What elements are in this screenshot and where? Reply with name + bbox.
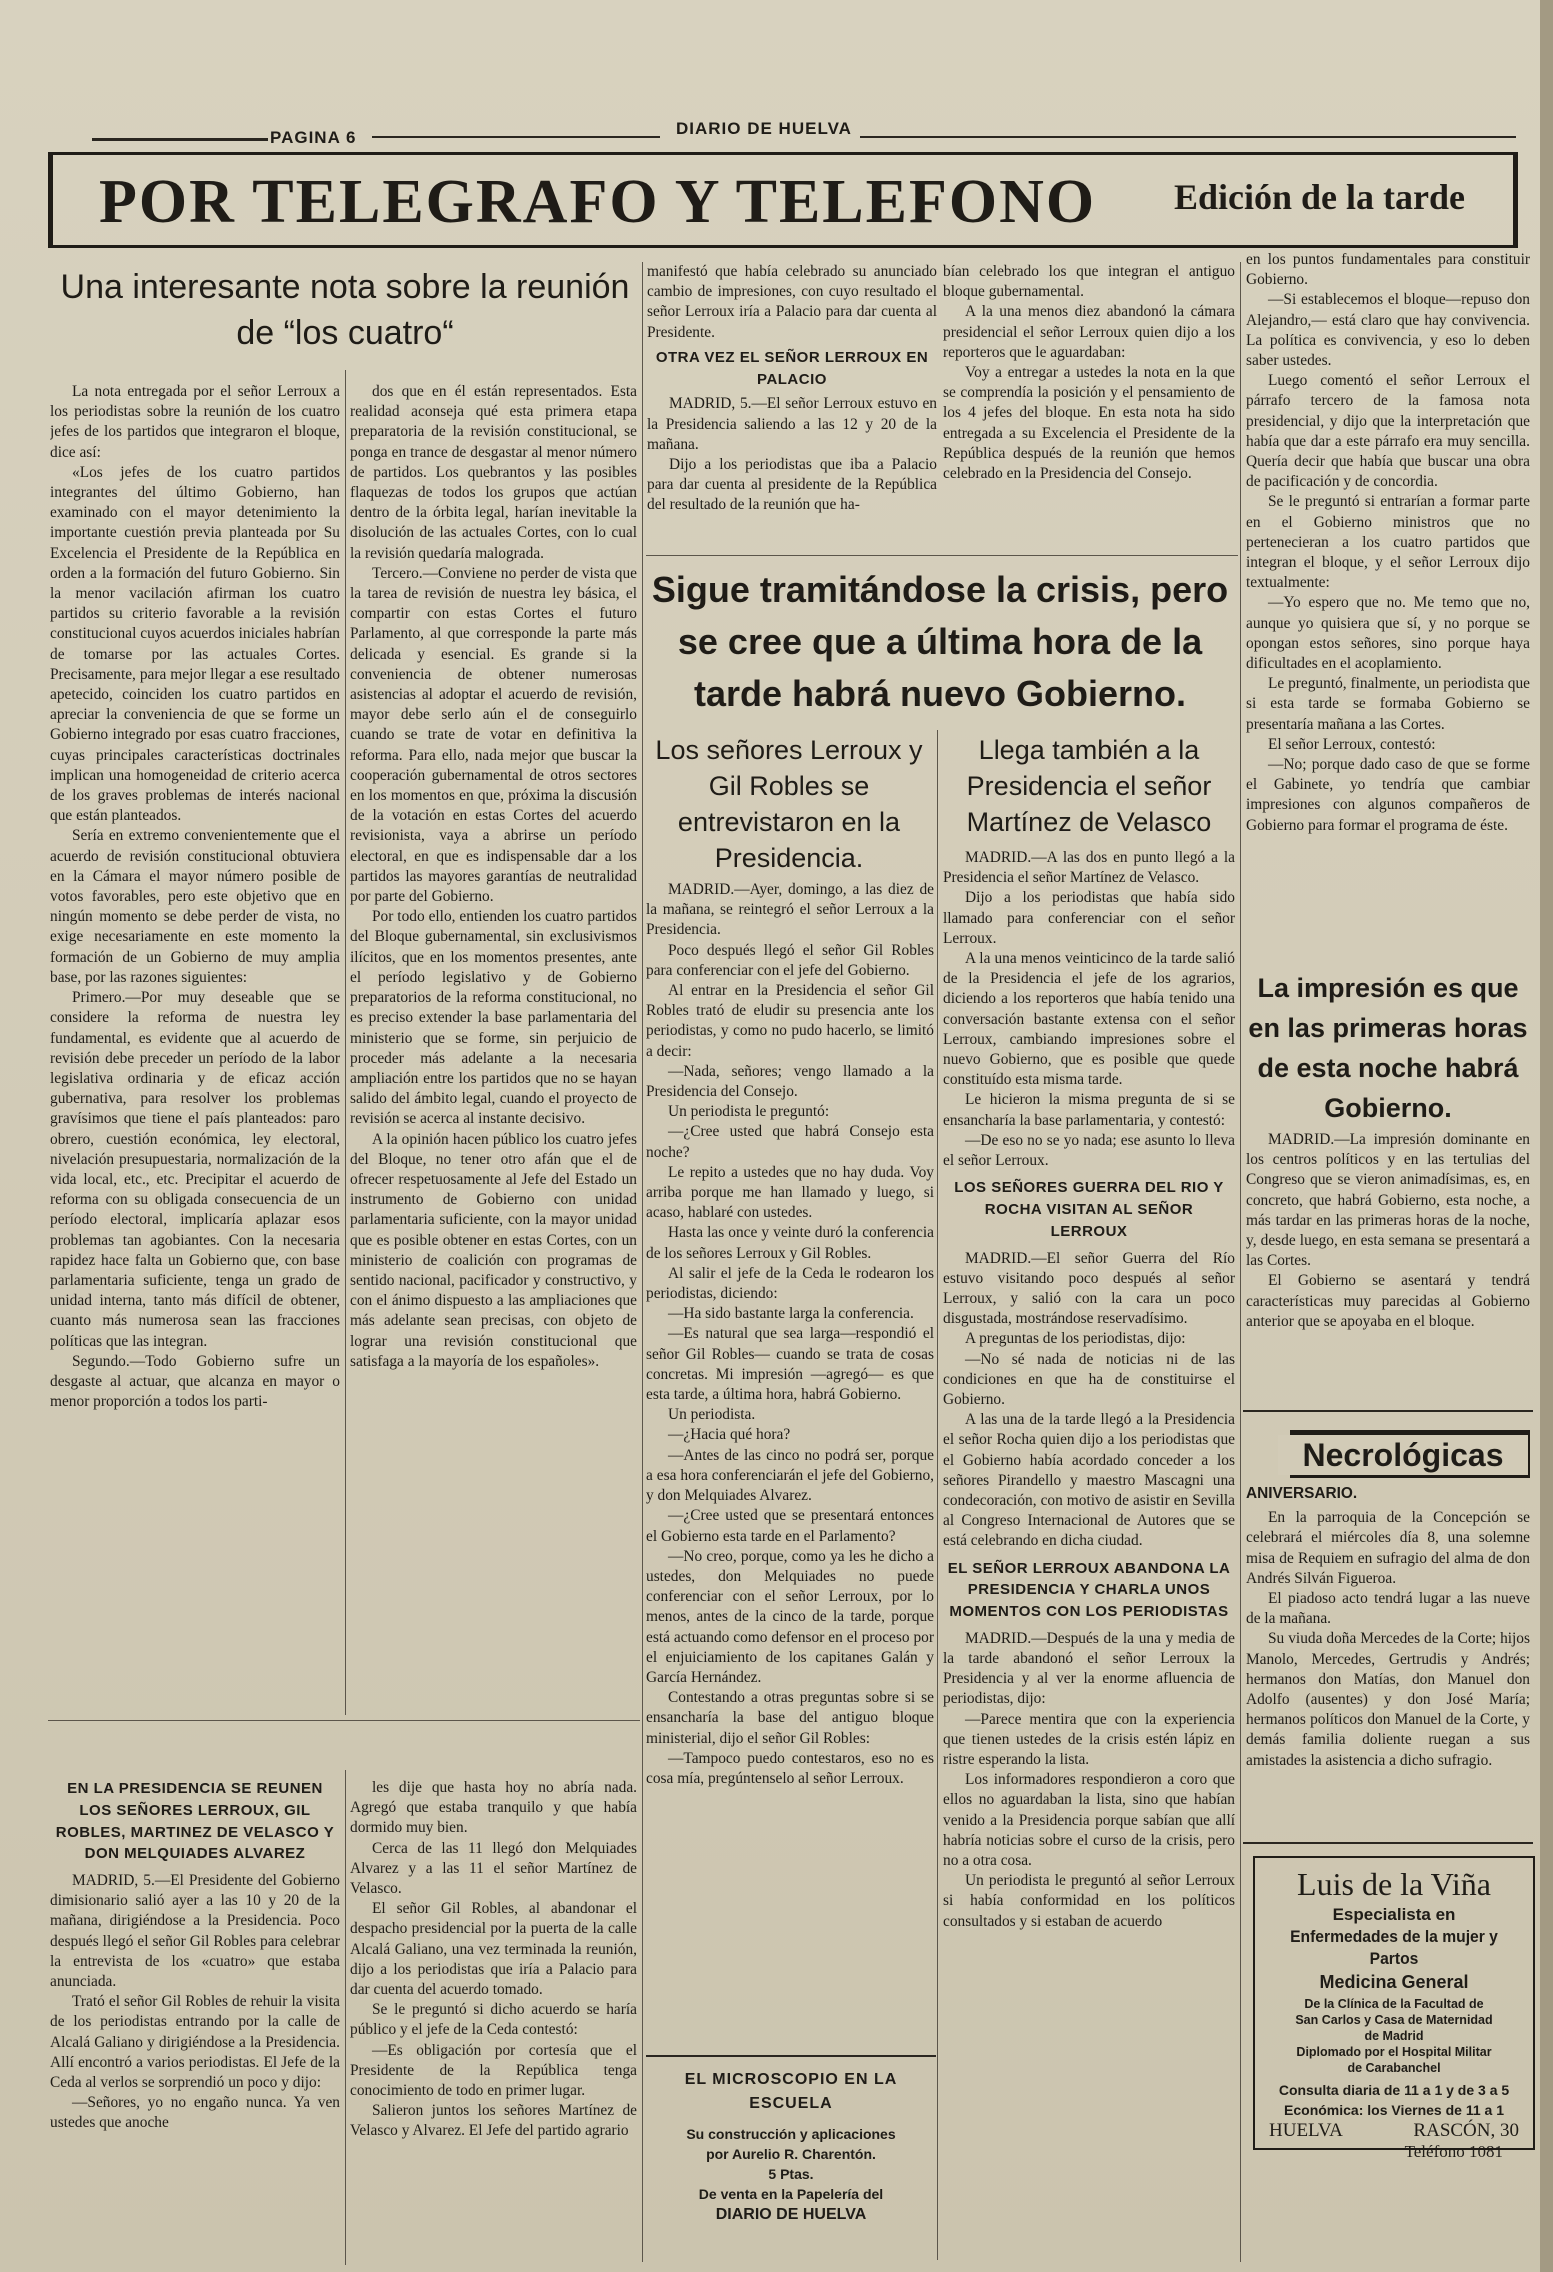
section-divider [1243, 1842, 1533, 1844]
subheading-reunion: EN LA PRESIDENCIA SE REUNEN LOS SEÑORES LERROUX, GIL ROBLES, MARTINEZ DE VELASCO Y DON MELQUIADES ALVAREZ [55, 1780, 335, 1863]
paragraph: A la opinión hacen público los cuatro jefes del Bloque, no tener otro afán que el de ofrecer respetuosamente al Jefe del Estado un instrumento de Gobierno con unidad parlamentaria suficiente, con la mayor unidad que es posible obtener en estas Cortes, con un ministerio de coalición con programas de sentido nacional, pacificador y constructivo, y con el ánimo dispuesto a las ampliaciones que más adelante sean precisas, con objeto de lograr una revisión constitucional que satisfaga a la mayoría de los españoles». [350, 1130, 637, 1370]
ad-line: Especialista en [1332, 1905, 1456, 1924]
paragraph: Le repito a ustedes que no hay duda. Voy arriba porque me han llamado y luego, si acaso, hablaré con ustedes. [646, 1163, 934, 1222]
header-rule-mid [372, 136, 660, 138]
ad-street: RASCÓN, 30 [1413, 2120, 1519, 2141]
paragraph: Voy a entregar a ustedes la nota en la que se comprendía la posición y el pensamiento de los 4 jefes del bloque. En esta nota ha sido entregada a su Excelencia el Presidente de la República después de la reunión que hemos celebrado en la Presidencia del Consejo. [943, 364, 1235, 483]
article-nota-col1 [50, 382, 340, 1702]
paragraph: Tercero.—Conviene no perder de vista que la tarea de revisión de nuestra ley básica, el compartir con estas Cortes el futuro Parlamento, al que corresponde la parte más delicada y esencial. Es grande si la conveniencia de obtener numerosas asistencias al adoptar el acuerdo de revisión, mayor debe serlo aún el de conseguirlo cuando se trate de votar en definitiva la reforma. Para ello, nada mejor que buscar la cooperación gubernamental de otros sectores en los momentos en que, próxima la discusión de la votación en estas Cortes del acuerdo revisionista, vaya a abrirse un período electoral, en que es indispensable dar a los partidos las mayores garantías de neutralidad por parte del Gobierno. [350, 564, 637, 906]
paragraph: Le preguntó, finalmente, un periodista que si esta tarde se formaba Gobierno se presentaría mañana a las Cortes. [1246, 675, 1530, 733]
headline-martinez-velasco: Llega también a la Presidencia el señor Martínez de Velasco [966, 735, 1212, 837]
paragraph: Un periodista. [668, 1406, 756, 1424]
ad-phone: Teléfono 1081 [1404, 2142, 1503, 2161]
article-martinez-velasco [943, 848, 1235, 2260]
paragraph: MADRID.—A las dos en punto llegó a la Presidencia el señor Martínez de Velasco. [943, 849, 1235, 887]
doctor-advertisement [1253, 1856, 1535, 2161]
article-lerroux-declaraciones [1246, 250, 1530, 950]
paragraph: Poco después llegó el señor Gil Robles para conferenciar con el jefe del Gobierno. [646, 941, 934, 979]
paragraph: —¿Cree usted que se presentará entonces el Gobierno esta tarde en el Parlamento? [646, 1507, 934, 1545]
paragraph: —Tampoco puedo contestaros, eso no es cosa mía, pregúntenselo al señor Lerroux. [646, 1749, 934, 1787]
paragraph: Hasta las once y veinte duró la conferencia de los señores Lerroux y Gil Robles. [646, 1224, 934, 1262]
paragraph: en los puntos fundamentales para constituir Gobierno. [1246, 251, 1530, 289]
paragraph: En la parroquia de la Concepción se celebrará el miércoles día 8, una solemne misa de Requiem en sufragio del alma de don Andrés Silván Figueroa. [1246, 1509, 1530, 1587]
paragraph: A la una menos veinticinco de la tarde salió de la Presidencia el jefe de los agrarios, diciendo a los reporteros que había tenido una conversación bastante extensa con el señor Lerroux, cambiando impresiones sobre el nuevo Gobierno, que es posible que quede constituído esta misma tarde. [943, 950, 1235, 1089]
paragraph: MADRID, 5.—El Presidente del Gobierno dimisionario salió ayer a las 10 y 20 de la mañana, dirigiéndose a la Presidencia. Poco después llegó el señor Gil Robles para celebrar la entrevista de los «cuatro» que estaba anunciada. [50, 1872, 340, 1991]
header-rule-left [92, 138, 268, 141]
ad-line: Medicina General [1319, 1972, 1469, 1992]
article-palacio-cont [943, 262, 1235, 552]
paragraph: Cerca de las 11 llegó don Melquiades Alvarez y a las 11 el señor Martínez de Velasco. [350, 1839, 637, 1898]
headline-impresion: La impresión es que en las primeras horas de esta noche habrá Gobierno. [1248, 973, 1528, 1123]
paragraph: manifestó que había celebrado su anunciado cambio de impresiones, con cuyo resultado el señor Lerroux iría a Palacio para dar cuenta al Presidente. [647, 263, 937, 341]
book-notice [646, 2068, 936, 2258]
paragraph: les dije que hasta hoy no abría nada. Agregó que estaba tranquilo y que había dormido muy bien. [350, 1779, 637, 1837]
paragraph: Segundo.—Todo Gobierno sufre un desgaste al actuar, que alcanza en mayor o menor proporción a todos los parti- [50, 1352, 340, 1411]
necrology-title: Necrológicas [1278, 1435, 1528, 1475]
necrology-subheading: ANIVERSARIO. [1246, 1485, 1358, 1502]
paragraph: —Yo espero que no. Me temo que no, aunque yo quisiera que sí, y no porque se opongan estos señores, sino porque haya dificultades en el acoplamiento. [1246, 594, 1530, 673]
paragraph: Sería en extremo convenientemente que el acuerdo de revisión constitucional obtuviera en la Cámara el mayor número posible de votos favorables, pero este objetivo que en ningún momento se debe perder de vista, no exige necesariamente en este momento la formación de un Gobierno de muy amplia base, por las razones siguientes: [50, 827, 340, 986]
page-label: PAGINA 6 [270, 128, 357, 147]
ad-line: De la Clínica de la Facultad de [1304, 1997, 1484, 2011]
paragraph: —Es obligación por cortesía que el Presidente de la República tenga conocimiento de todo en primer lugar. [350, 2041, 637, 2100]
paragraph: Los informadores respondieron a coro que ellos no aguardaban la lista, sino que habían venido a la Presidencia porque sabían que allí habría noticias sobre el curso de la crisis, pero no a otra cosa. [943, 1771, 1235, 1870]
paragraph: Luego comentó el señor Lerroux el párrafo tercero de la famosa nota presidencial, y dijo que la interpretación que había que dar a este párrafo era muy sencilla. Quería decir que había que buscar una obra de pacificación y de concordia. [1246, 372, 1530, 491]
paragraph: Trató el señor Gil Robles de rehuir la visita de los periodistas entrando por la calle de Alcalá Galiano y dirigiéndose a la Presidencia. Allí encontró a varios periodistas. El Jefe de la Ceda al verlos se sorprendió un poco y dijo: [50, 1993, 340, 2092]
paragraph: —De eso no se yo nada; ese asunto lo lleva el señor Lerroux. [943, 1131, 1235, 1170]
page-edge [1540, 0, 1553, 2272]
ad-line: de Carabanchel [1347, 2061, 1441, 2075]
section-title: POR TELEGRAFO Y TELEFONO [99, 168, 1097, 236]
paragraph: —Nada, señores; vengo llamado a la Presidencia del Consejo. [646, 1062, 934, 1101]
header-rule-right [860, 136, 1516, 138]
paragraph: La nota entregada por el señor Lerroux a los periodistas sobre la reunión de los cuatro jefes de los partidos que integraron el bloque, dice así: [50, 383, 340, 461]
paragraph: —¿Hacia qué hora? [668, 1426, 791, 1444]
paragraph: Su viuda doña Mercedes de la Corte; hijos Manolo, Mercedes, Gertrudis y Andrés; hermanos don Matías, don Manuel don Adolfo (ausentes) y don José María; hermanos políticos don Manuel de la Corte, y demás familia doliente ruegan a sus amistades la asistencia a dicho sufragio. [1246, 1630, 1530, 1769]
paragraph: El señor Gil Robles, al abandonar el despacho presidencial por la puerta de la calle Alcalá Galiano, una vez terminada la reunión, dijo a los periodistas que iría a Palacio para dar cuenta del acuerdo tomado. [350, 1900, 637, 1999]
paragraph: —Es natural que sea larga—respondió el señor Gil Robles— cuando se trata de cosas concretas. Mi impresión —agregó— es que esta tarde, a última hora, habrá Gobierno. [646, 1325, 934, 1404]
subheading-palacio: OTRA VEZ EL SEÑOR LERROUX EN PALACIO [655, 348, 929, 388]
ad-line: de Madrid [1364, 2029, 1424, 2043]
section-masthead [48, 152, 1518, 248]
paragraph: Salieron juntos los señores Martínez de Velasco y Alvarez. El Jefe del partido agrario [350, 2102, 637, 2140]
ad-hours: Económica: los Viernes de 11 a 1 [1284, 2102, 1504, 2118]
paragraph: —No; porque dado caso de que se forme el Gabinete, yo tendría que cambiar impresiones con algunos compañeros de Gobierno para formar el programa de éste. [1246, 756, 1530, 834]
article-palacio [647, 262, 937, 552]
paper-name: DIARIO DE HUELVA [676, 119, 852, 138]
paragraph: —Señores, yo no engaño nunca. Ya ven ustedes que anoche [50, 2094, 340, 2132]
subheading-guerra-rocha: LOS SEÑORES GUERRA DEL RIO Y ROCHA VISITAN AL SEÑOR LERROUX [954, 1179, 1224, 1240]
paragraph: El Gobierno se asentará y tendrá características muy parecidas al Gobierno anterior que se apoyaba en el bloque. [1246, 1272, 1530, 1330]
paragraph: «Los jefes de los cuatro partidos integrantes del último Gobierno, han examinado con el mayor detenimiento la importante cuestión previa planteada por Su Excelencia el Presidente de la República en orden a la formación del futuro Gobierno. Sin la menor vacilación afirman los cuatro partidos su criterio favorable a la revisión constitucional cuyos acuerdos iniciales habrían de tomarse por las actuales Cortes. Precisamente, para mejor llegar a ese resultado apetecido, coinciden los cuatro partidos en apreciar la conveniencia de que se forme un Gobierno integrado por esas cuatro fracciones, cuyas principales características doctrinales implican una homogeneidad de criterio acerca de los graves problemas de interés nacional que están planteados. [50, 463, 340, 825]
paragraph: Por todo ello, entienden los cuatro partidos del Bloque gubernamental, sin exclusivismos ilícitos, que en los momentos presentes, ante el período legislativo y de Gobierno preparatorios de la reforma constitucional, no es preciso extender la base parlamentaria del ministerio que se forme, sin perjuicio de proceder más adelante a la necesaria ampliación entre los partidos que no se hayan salido del ámbito legal, cuando el proyecto de revisión se acerca al instante decisivo. [350, 908, 637, 1128]
notice-title: EL MICROSCOPIO EN LA ESCUELA [684, 2071, 898, 2112]
paragraph: Contestando a otras preguntas sobre si se ensancharía la base del antiguo bloque ministerial, dijo el señor Gil Robles: [646, 1689, 934, 1747]
article-nota-col2 [350, 382, 637, 1702]
section-divider [646, 555, 1238, 556]
headline-nota-cuatro: Una interesante nota sobre la reunión de “los cuatro“ [60, 268, 630, 352]
paragraph: Al salir el jefe de la Ceda le rodearon los periodistas, diciendo: [646, 1264, 934, 1303]
paragraph: Dijo a los periodistas que había sido llamado para conferenciar con el señor Lerroux. [943, 889, 1235, 947]
paragraph: Al entrar en la Presidencia el señor Gil Robles trató de eludir su presencia ante los periodistas, y como no pudo hacerlo, se limitó a decir: [646, 982, 934, 1060]
article-reunion-col1 [50, 1778, 340, 2258]
paragraph: MADRID.—Después de la una y media de la tarde abandonó el señor Lerroux la Presidencia y al ver la enorme afluencia de periodistas, dijo: [943, 1629, 1235, 1708]
column-rule [642, 262, 643, 2262]
ad-name: Luis de la Viña [1297, 1866, 1491, 1902]
paragraph: Un periodista le preguntó al señor Lerroux si había conformidad en los políticos consultados y si estaban de acuerdo [943, 1872, 1235, 1930]
paragraph: A las una de la tarde llegó a la Presidencia el señor Rocha quien dijo a los periodistas que el Gobierno había acordado conceder a los señores Pirandello y maestro Mascagni una condecoración, con motivo de asistir en Sevilla al Congreso Internacional de Autores que se está celebrando en dicha ciudad. [943, 1411, 1235, 1550]
paragraph: Primero.—Por muy deseable que se considere la reforma de nuestra ley fundamental, es evidente que al acuerdo de revisión debe preceder un período de la labor legislativa ordinaria y de eficaz acción gubernativa, para resolver los problemas gravísimos que tiene el país planteados: paro obrero, cuestión económica, ley electoral, nivelación presupuestaria, normalización de la vida local, etc., etc. Precipitar el acuerdo de reforma con su obligada consecuencia de un período electoral, implicaría aplazar esos problemas tan agobiantes. Con la necesaria rapidez hace falta un Gobierno que, con base parlamentaria suficiente, tenga un grado de unidad interna, tanto más difícil de obtener, cuanto más numerosa sean las fracciones políticas que las integran. [50, 989, 340, 1350]
ad-hours: Consulta diaria de 11 a 1 y de 3 a 5 [1278, 2082, 1510, 2098]
headline-lerroux-gil-robles: Los señores Lerroux y Gil Robles se entrevistaron en la Presidencia. [655, 735, 923, 873]
paragraph: El señor Lerroux, contestó: [1268, 735, 1436, 753]
paragraph: —Ha sido bastante larga la conferencia. [668, 1305, 914, 1323]
ad-line: Diplomado por el Hospital Militar [1296, 2045, 1492, 2059]
article-necrologicas [1246, 1484, 1530, 1840]
article-reunion-col2 [350, 1778, 637, 2258]
paragraph: MADRID.—La impresión dominante en los centros políticos y en las tertulias del Congreso que se vieron animadísimas, es, en concreto, que habrá Gobierno, esta noche, a más tardar en las primeras horas de la noche, y, desde luego, en esta semana se presentará a las Cortes. [1246, 1131, 1530, 1270]
paragraph: Se le preguntó si entrarían a formar parte en el Gobierno ministros que no pertenecieran a los cuatro partidos que integran el bloque, y el señor Lerroux dijo textualmente: [1246, 493, 1530, 592]
paragraph: MADRID, 5.—El señor Lerroux estuvo en la Presidencia saliendo a las 12 y 20 de la mañana. [647, 395, 937, 453]
article-lerroux-gil-robles [646, 880, 934, 2050]
column-rule [345, 1770, 346, 2265]
ad-specialty: Enfermedades de la mujer y Partos [1290, 1927, 1498, 1968]
paragraph: —Antes de las cinco no podrá ser, porque a esa hora conferenciarán el jefe del Gobierno, y don Melquiades Alvarez. [646, 1446, 934, 1505]
paragraph: Dijo a los periodistas que iba a Palacio para dar cuenta al presidente de la República del resultado de la reunión que ha- [647, 455, 937, 514]
paragraph: bían celebrado los que integran el antiguo bloque gubernamental. [943, 263, 1235, 301]
section-divider [646, 2055, 936, 2057]
paragraph: —¿Cree usted que habrá Consejo esta noche? [646, 1123, 934, 1161]
column-rule [345, 370, 346, 1715]
article-impresion [1246, 1130, 1530, 1405]
paragraph: dos que en él están representados. Esta realidad aconseja qué esta primera etapa preparatoria de la revisión constitucional, se ponga en trance de desgastar al menor número de partidos. Los quebrantos y las posibles flaquezas de todos los grupos que actúan dentro de la órbita legal, harían inevitable la disolución de las actuales Cortes, con lo cual la revisión quedaría malograda. [350, 383, 637, 562]
notice-line: De venta en la Papelería del [698, 2186, 884, 2202]
paragraph: A la una menos diez abandonó la cámara presidencial el señor Lerroux quien dijo a los reporteros que le aguardaban: [943, 303, 1235, 361]
paragraph: —No creo, porque, como ya les he dicho a ustedes, don Melquiades no puede conferenciar con el señor Lerroux, por lo menos, antes de la cinco de la tarde, porque está actuando como defensor en el proceso por el enjuiciamiento de los capitanes Galán y García Hernández. [646, 1547, 934, 1686]
paragraph: MADRID.—Ayer, domingo, a las diez de la mañana, se reintegró el señor Lerroux a la Presidencia. [646, 881, 934, 939]
edition-label: Edición de la tarde [1173, 177, 1465, 217]
notice-paper: DIARIO DE HUELVA [715, 2206, 867, 2223]
paragraph: —Parece mentira que con la experiencia que tienen ustedes de la crisis estén lápiz en ristre esperando la lista. [943, 1710, 1235, 1769]
notice-price: 5 Ptas. [768, 2166, 814, 2182]
paragraph: Se le preguntó si dicho acuerdo se haría público y el jefe de la Ceda contestó: [350, 2001, 637, 2039]
paragraph: MADRID.—El señor Guerra del Río estuvo visitando poco después al señor Lerroux, y salió con la cara un poco disgustada, mostrándose reservadísimo. [943, 1249, 1235, 1328]
paragraph: —No sé nada de noticias ni de las condiciones en que ha de constituirse el Gobierno. [943, 1350, 1235, 1408]
paragraph: —Si establecemos el bloque—repuso don Alejandro,— está claro que hay convivencia. La política es convivencia, y eso lo deben saber ustedes. [1246, 291, 1530, 370]
ad-city: HUELVA [1269, 2120, 1343, 2141]
paragraph: El piadoso acto tendrá lugar a las nueve de la mañana. [1246, 1590, 1530, 1628]
ad-address [1255, 2120, 1533, 2142]
notice-author: por Aurelio R. Charentón. [706, 2146, 876, 2162]
paragraph: A preguntas de los periodistas, dijo: [965, 1330, 1186, 1348]
subheading-lerroux-abandona: EL SEÑOR LERROUX ABANDONA LA PRESIDENCIA Y CHARLA UNOS MOMENTOS CON LOS PERIODISTAS [947, 1559, 1231, 1621]
column-rule [1240, 262, 1241, 2262]
section-divider [48, 1720, 640, 1721]
column-rule [937, 730, 938, 2260]
paragraph: Le hicieron la misma pregunta de si se ensancharía la base parlamentaria, y contestó: [943, 1091, 1235, 1129]
notice-line: Su construcción y aplicaciones [686, 2126, 896, 2142]
paragraph: Un periodista le preguntó: [668, 1103, 830, 1121]
ad-line: San Carlos y Casa de Maternidad [1295, 2013, 1493, 2027]
section-divider [1243, 1410, 1533, 1412]
headline-crisis: Sigue tramitándose la crisis, pero se cree que a última hora de la tarde habrá nuevo Gobierno. [651, 569, 1229, 714]
